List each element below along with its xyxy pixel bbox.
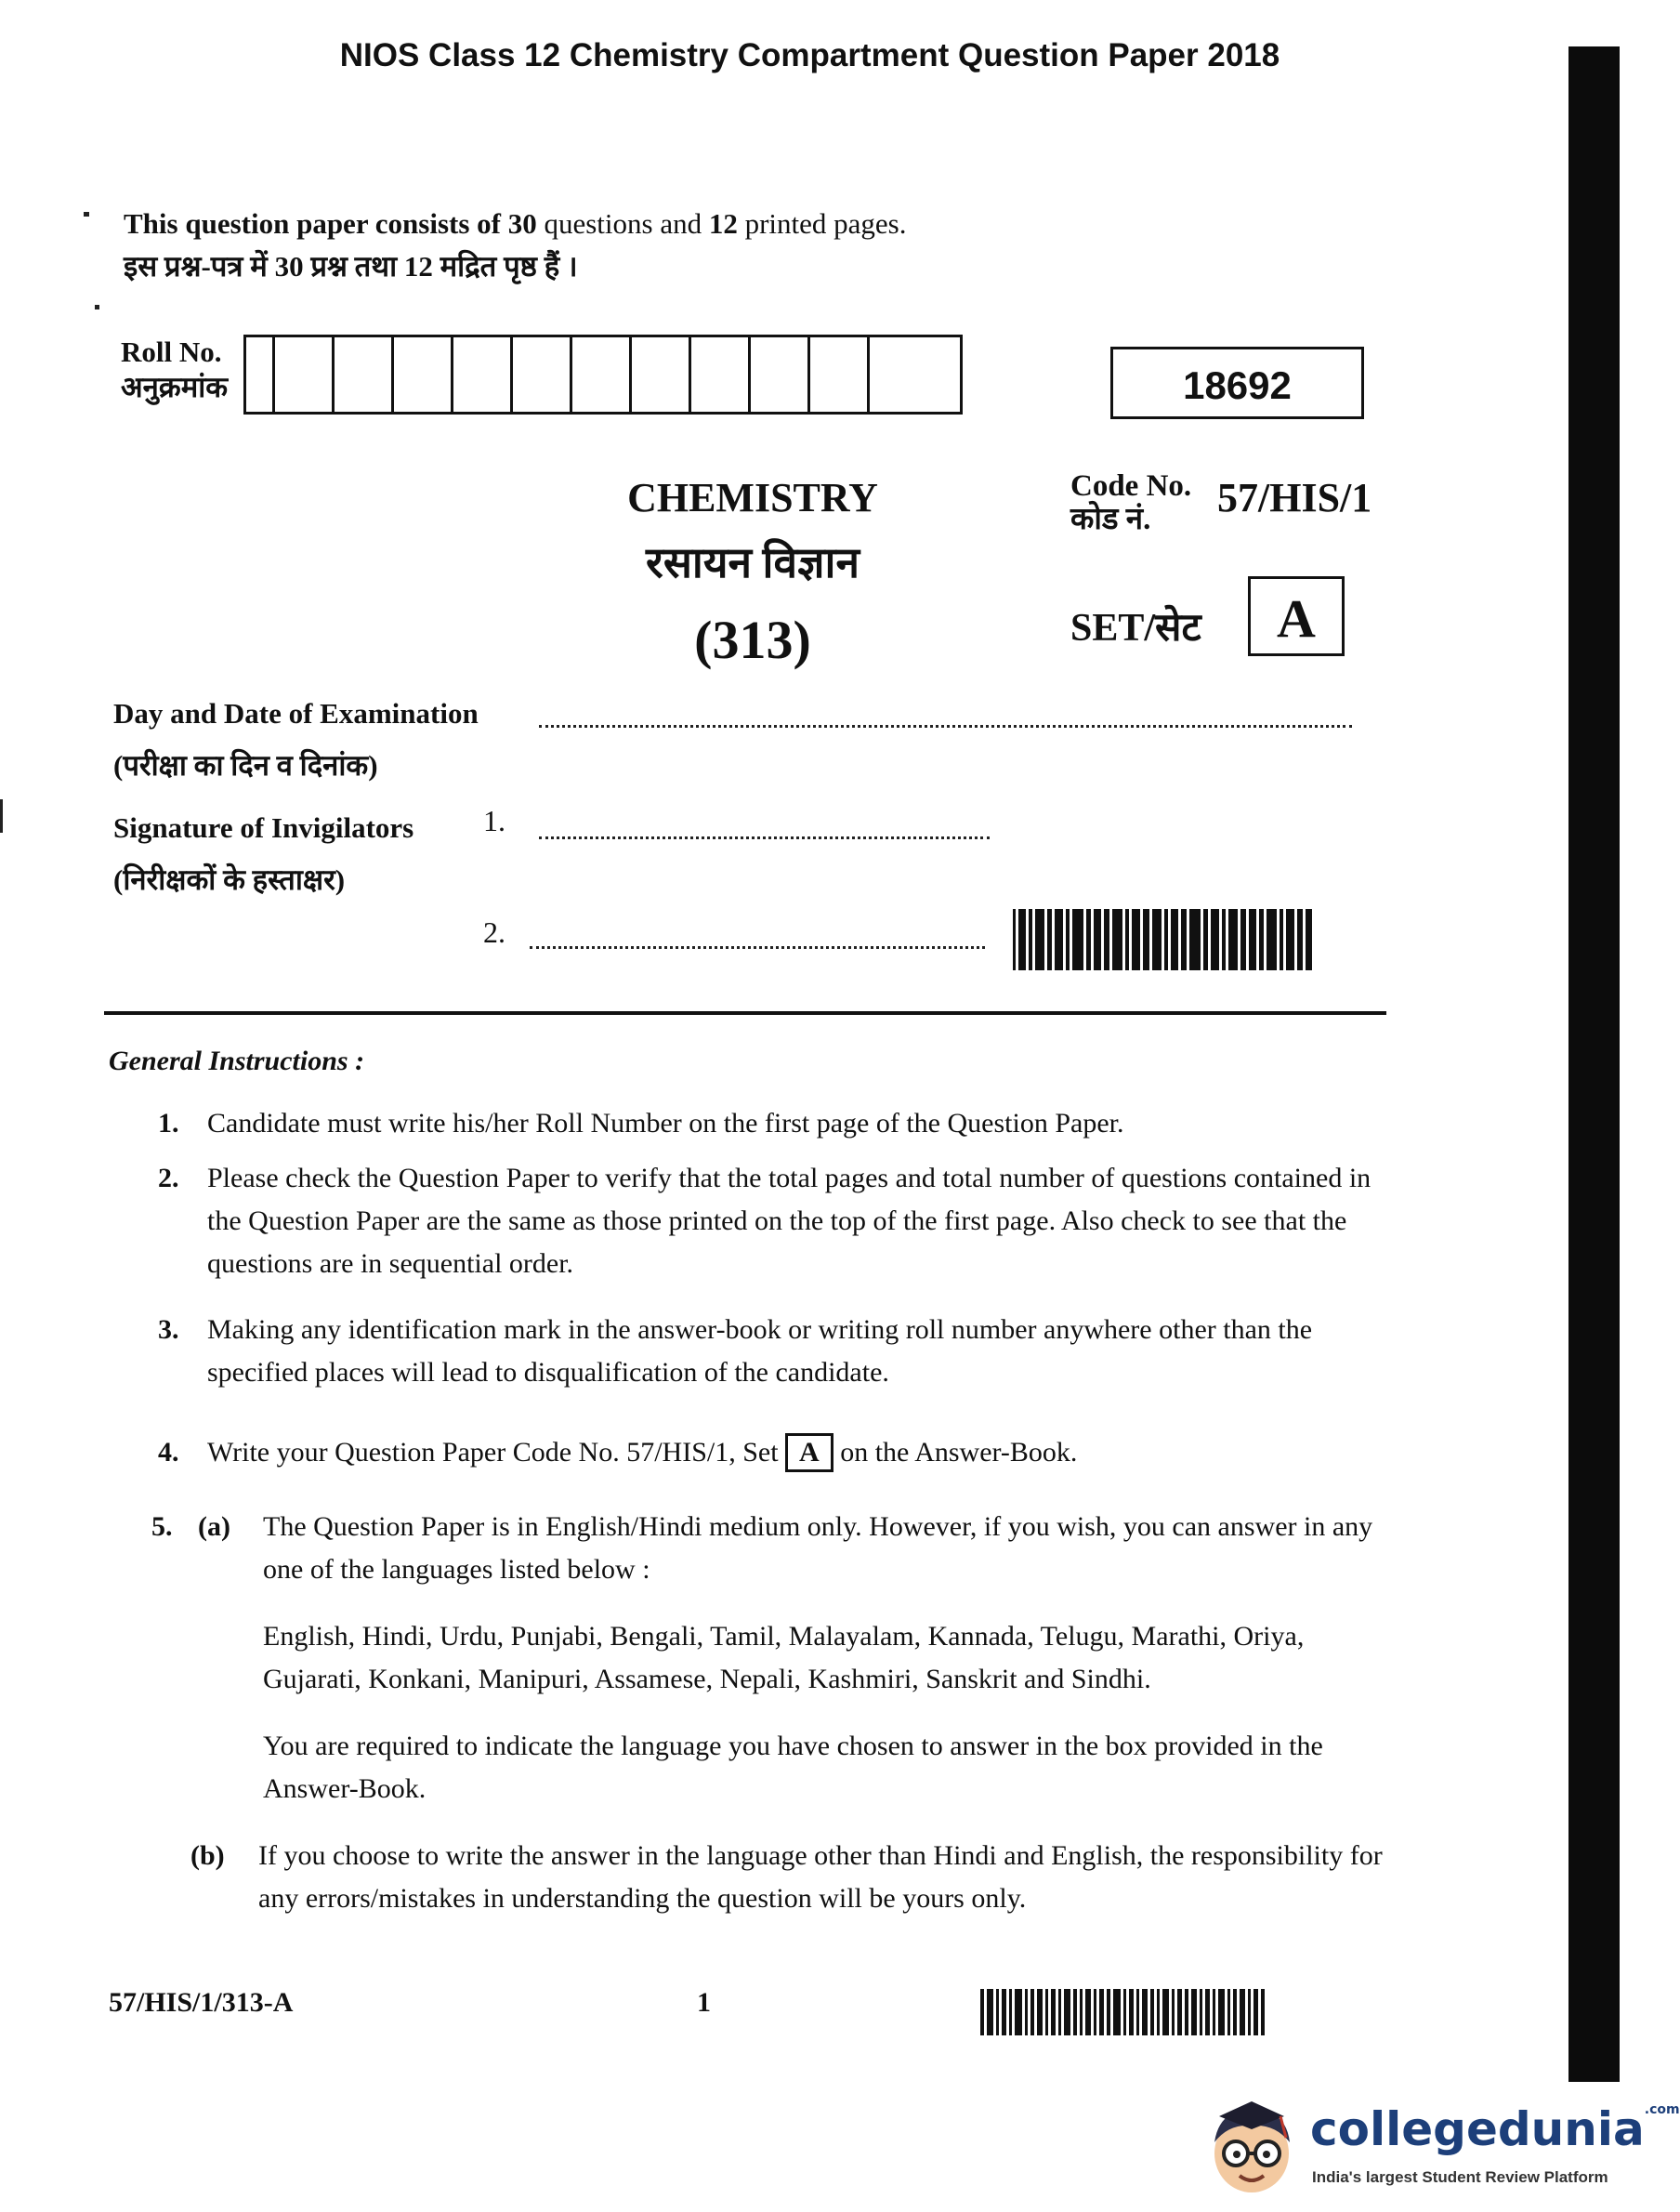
barcode-bottom — [980, 1989, 1375, 2035]
margin-speck — [84, 212, 89, 217]
barcode-top — [1013, 909, 1338, 970]
margin-speck — [0, 799, 3, 833]
roll-box[interactable] — [451, 337, 510, 412]
invigilator-1-field[interactable] — [539, 836, 990, 839]
logo-tagline: India's largest Student Review Platform — [1312, 2168, 1608, 2186]
roll-box[interactable] — [332, 337, 391, 412]
invigilator-label-en: Signature of Invigilators — [113, 811, 414, 844]
subject-name-en: CHEMISTRY — [627, 475, 878, 520]
instruction-text — [207, 1431, 1385, 1474]
roll-box[interactable] — [748, 337, 807, 412]
scan-edge — [1568, 46, 1620, 2082]
set-value: A — [1248, 576, 1345, 656]
roll-box[interactable] — [807, 337, 867, 412]
info-text: This question paper consists of — [124, 207, 508, 240]
roll-box[interactable] — [246, 337, 272, 412]
instruction-text-b: on the Answer-Book. — [840, 1437, 1078, 1468]
code-value: 57/HIS/1 — [1217, 475, 1372, 520]
roll-box[interactable] — [570, 337, 629, 412]
instruction-5b — [151, 1835, 1385, 1920]
info-questions: 30 — [507, 207, 537, 240]
roll-box[interactable] — [867, 337, 926, 412]
margin-speck — [95, 305, 99, 309]
instruction-sub-a: (a) — [198, 1511, 230, 1542]
serial-number: 18692 — [1110, 347, 1364, 419]
code-label — [1070, 469, 1191, 536]
roll-number-boxes[interactable] — [243, 335, 963, 415]
footer-code: 57/HIS/1/313-A — [109, 1987, 294, 2018]
invigilator-2-number: 2. — [483, 915, 505, 949]
exam-date-label-en: Day and Date of Examination — [113, 697, 479, 730]
page-number: 1 — [697, 1987, 711, 2018]
instruction-5 — [151, 1506, 1385, 1920]
instruction-text-a: Write your Question Paper Code No. 57/HIS/1, Set — [207, 1437, 779, 1468]
instruction-number: 2. — [158, 1163, 179, 1193]
invigilator-label-hi: (निरीक्षकों के हस्ताक्षर) — [113, 863, 346, 896]
instruction-sub-b: (b) — [190, 1840, 225, 1871]
code-label-hi: कोड नं. — [1070, 503, 1151, 536]
instruction-text: Please check the Question Paper to verify that the total pages and total number of questions contained in the Question Paper are the same as those printed on the top of the first page. Also check to see that the questions are in sequential order. — [207, 1163, 1372, 1279]
set-label: SET/सेट — [1070, 607, 1201, 650]
paper-info-en — [124, 203, 906, 245]
logo-suffix: .com — [1644, 2102, 1680, 2117]
roll-label — [121, 335, 228, 405]
paper-info — [124, 203, 906, 288]
roll-label-hi: अनुक्रमांक — [121, 371, 229, 403]
exam-date-field[interactable] — [539, 725, 1352, 728]
info-pages: 12 — [708, 207, 738, 240]
instruction-2 — [158, 1157, 1385, 1285]
instruction-number: 5. — [151, 1511, 173, 1542]
roll-label-en: Roll No. — [121, 336, 222, 368]
code-label-en: Code No. — [1070, 469, 1192, 503]
roll-box[interactable] — [272, 337, 332, 412]
instruction-4 — [158, 1431, 1385, 1474]
roll-box[interactable] — [629, 337, 689, 412]
subject-code: (313) — [694, 610, 811, 670]
roll-box[interactable] — [689, 337, 748, 412]
instruction-3 — [158, 1309, 1385, 1394]
logo-name-text: collegedunia — [1310, 2102, 1645, 2156]
instruction-text-b: If you choose to write the answer in the language other than Hindi and English, the responsibility for any errors/mistakes in understanding the question will be yours only. — [258, 1840, 1383, 1914]
instruction-text-a1: The Question Paper is in English/Hindi medium only. However, if you wish, you can answer in any one of the languages listed below : — [263, 1511, 1373, 1585]
roll-box[interactable] — [391, 337, 451, 412]
roll-box[interactable] — [510, 337, 570, 412]
subject-name-hi: रसायन विज्ञान — [646, 539, 860, 586]
logo-mascot-icon — [1201, 2096, 1303, 2203]
info-text: questions and — [536, 207, 709, 240]
instruction-number: 1. — [158, 1108, 179, 1139]
set-inline-box: A — [785, 1433, 833, 1472]
exam-date-label — [113, 688, 479, 792]
paper-info-hi: इस प्रश्न-पत्र में 30 प्रश्न तथा 12 मद्रित पृष्ठ हैं । — [124, 250, 578, 283]
instruction-languages: English, Hindi, Urdu, Punjabi, Bengali, Tamil, Malayalam, Kannada, Telugu, Marathi, Oriya, Gujarati, Konkani, Manipuri, Assamese, Nepali, Kashmiri, Sanskrit and Sindhi. — [263, 1621, 1305, 1694]
invigilator-2-field[interactable] — [530, 946, 985, 949]
invigilator-label — [113, 802, 413, 906]
invigilator-1-number: 1. — [483, 804, 505, 837]
header-rule — [104, 1011, 1386, 1015]
exam-date-label-hi: (परीक्षा का दिन व दिनांक) — [113, 749, 378, 782]
instruction-text: Candidate must write his/her Roll Number on the first page of the Question Paper. — [207, 1108, 1124, 1139]
instruction-number: 3. — [158, 1314, 179, 1345]
instruction-1 — [158, 1102, 1385, 1145]
instructions-title: General Instructions : — [109, 1046, 365, 1076]
instruction-text: Making any identification mark in the answer-book or writing roll number anywhere other than the specified places will lead to disqualification of the candidate. — [207, 1314, 1313, 1388]
instruction-text-a3: You are required to indicate the language you have chosen to answer in the box provided in the Answer-Book. — [263, 1731, 1323, 1804]
logo-name — [1310, 2102, 1680, 2156]
instruction-number: 4. — [158, 1437, 179, 1468]
info-text: printed pages. — [737, 207, 907, 240]
page-title: NIOS Class 12 Chemistry Compartment Question Paper 2018 — [339, 37, 1280, 73]
